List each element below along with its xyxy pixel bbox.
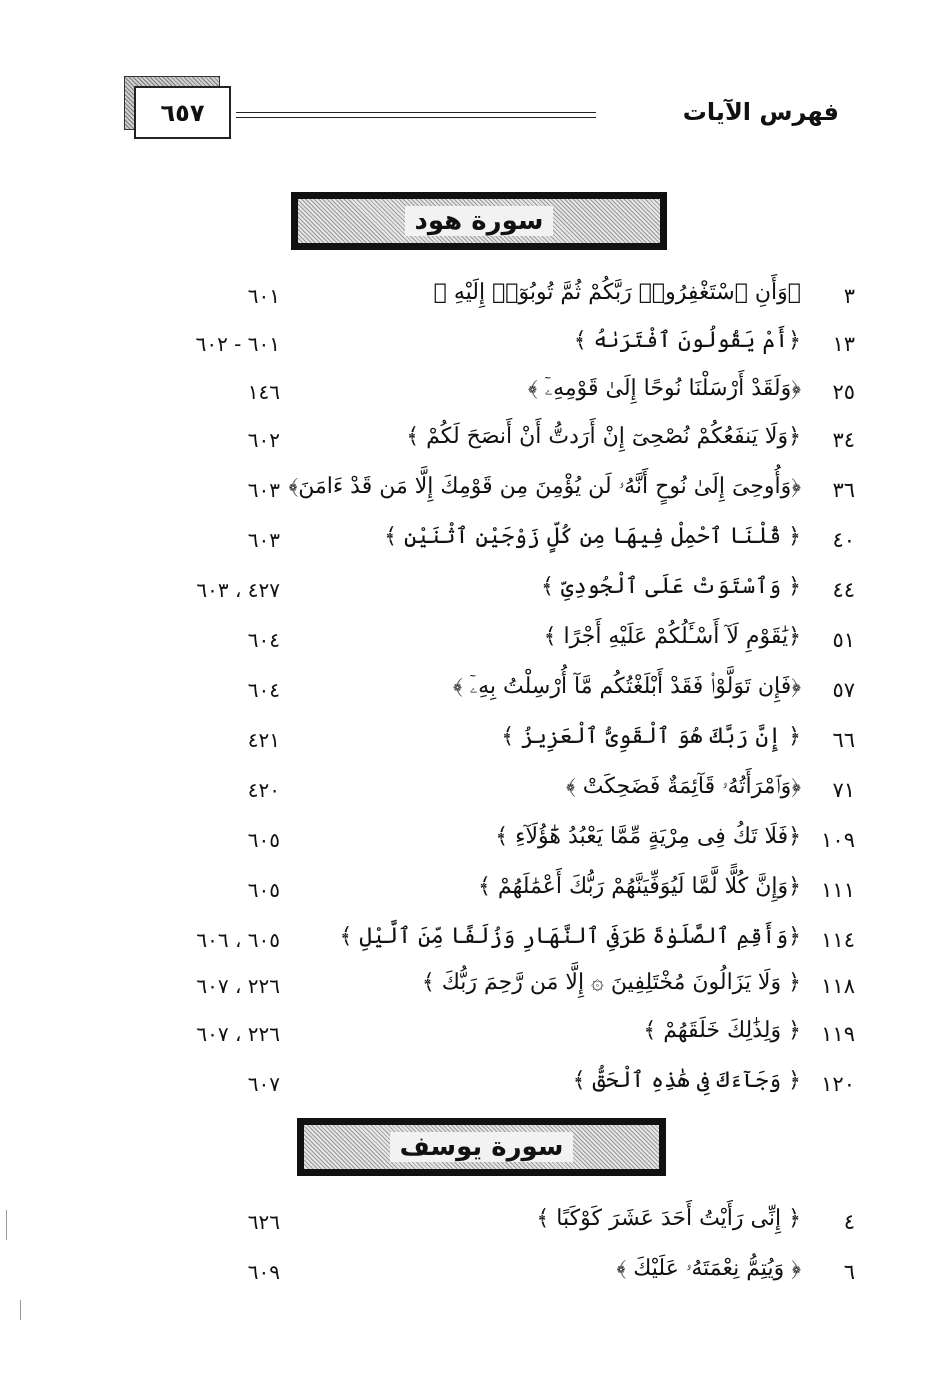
verse-text: ﴿ وَجَآءَكَ فِى هَٰذِهِ ٱلْحَقُّ ﴾	[572, 1068, 801, 1093]
verse-number: ٤٠	[832, 528, 855, 552]
page-references: ٦٠٩	[247, 1260, 280, 1284]
page-references: ٦٠٥	[247, 828, 280, 852]
index-entry	[0, 874, 951, 914]
index-entry	[0, 424, 951, 464]
page-references: ٦٠٧	[247, 1072, 280, 1096]
verse-number: ٦٦	[832, 728, 855, 752]
index-entry	[0, 376, 951, 416]
index-entry	[0, 474, 951, 514]
verse-number: ١٢٠	[821, 1072, 855, 1096]
page-references: ٦٠٥	[247, 878, 280, 902]
verse-number: ١١١	[821, 878, 855, 902]
page-references: ٦٠١ - ٦٠٢	[195, 332, 280, 356]
page-references: ٦٠٤	[247, 628, 280, 652]
verse-text: ﴿وَأُوحِىَ إِلَىٰ نُوحٍ أَنَّهُۥ لَن يُؤْمِنَ مِن قَوْمِكَ إِلَّا مَن قَدْ ءَامَنَ﴾	[288, 474, 801, 499]
scan-margin-mark	[20, 1300, 21, 1320]
surah-title: سورة يوسف	[390, 1132, 574, 1162]
page-references: ٤٢٠	[247, 778, 280, 802]
verse-text: ﴿ قُلْنَا ٱحْمِلْ فِيهَا مِن كُلٍّ زَوْجَيْنِ ٱثْنَيْنِ ﴾	[384, 524, 801, 549]
verse-number: ٤٤	[832, 578, 855, 602]
index-entry	[0, 724, 951, 764]
verse-text: ﴿ إِنِّى رَأَيْتُ أَحَدَ عَشَرَ كَوْكَبًا ﴾	[536, 1206, 801, 1231]
page-references: ٦٠٣	[247, 478, 280, 502]
verse-number: ٥١	[832, 628, 855, 652]
index-entry	[0, 824, 951, 864]
verse-text: ﴿ وَلَا يَزَالُونَ مُخْتَلِفِينَ ۞ إِلَّا مَن رَّحِمَ رَبُّكَ ﴾	[421, 970, 801, 995]
verse-number: ١١٩	[821, 1022, 855, 1046]
index-entry	[0, 524, 951, 564]
verse-number: ١١٨	[821, 974, 855, 998]
page-references: ٦٠١	[247, 284, 280, 308]
verse-number: ٦	[843, 1260, 855, 1284]
page-references: ٤٢١	[247, 728, 280, 752]
index-entry	[0, 1018, 951, 1058]
page-references: ٦٠٣	[247, 528, 280, 552]
verse-text: ﴿ وَيُتِمُّ نِعْمَتَهُۥ عَلَيْكَ ﴾	[616, 1256, 801, 1281]
verse-text: ﴿وَلَا يَنفَعُكُمْ نُصْحِىٓ إِنْ أَرَدتُّ أَنْ أَنصَحَ لَكُمْ ﴾	[406, 424, 801, 449]
surah-banner-yusuf	[297, 1118, 666, 1176]
verse-text: ﴿فَإِن تَوَلَّوْا۟ فَقَدْ أَبْلَغْتُكُم مَّآ أُرْسِلْتُ بِهِۦٓ ﴾	[453, 674, 801, 699]
verse-text: ﴿ وَلِذَٰلِكَ خَلَقَهُمْ ﴾	[643, 1018, 801, 1043]
index-entry	[0, 1256, 951, 1296]
page-number: ٦٥٧	[134, 86, 231, 139]
index-entry	[0, 674, 951, 714]
verse-text: ﴿وَٱمْرَأَتُهُۥ قَآئِمَةٌ فَضَحِكَتْ ﴾	[566, 774, 801, 799]
verse-text: ﴿أَمْ يَقُولُونَ ٱفْتَرَىٰهُ ﴾	[573, 328, 801, 353]
verse-text: ﴿ وَٱسْتَوَتْ عَلَى ٱلْجُودِىِّ ﴾	[540, 574, 801, 599]
index-entry	[0, 1206, 951, 1246]
verse-number: ٣٤	[832, 428, 855, 452]
index-entry	[0, 574, 951, 614]
verse-text: ﴿وَإِنَّ كُلًّا لَّمَّا لَيُوَفِّيَنَّهُمْ رَبُّكَ أَعْمَٰلَهُمْ ﴾	[478, 874, 801, 899]
header-rule	[236, 112, 596, 118]
page-references: ٦٠٤	[247, 678, 280, 702]
surah-banner-hud	[291, 192, 667, 250]
page-references: ٦٢٦	[247, 1210, 280, 1234]
index-entry	[0, 774, 951, 814]
verse-number: ٣	[843, 284, 855, 308]
verse-number: ٤	[843, 1210, 855, 1234]
verse-number: ٢٥	[832, 380, 855, 404]
surah-title: سورة هود	[405, 206, 554, 236]
page-number-box	[124, 76, 231, 139]
page-references: ٦٠٢	[247, 428, 280, 452]
index-entry	[0, 1068, 951, 1108]
index-entry	[0, 970, 951, 1010]
verse-number: ٧١	[832, 778, 855, 802]
verse-text: ﴿ إِنَّ رَبَّكَ هُوَ ٱلْقَوِىُّ ٱلْعَزِيزُ ﴾	[501, 724, 801, 749]
page-references: ٤٢٧ ، ٦٠٣	[196, 578, 280, 602]
running-title: فهرس الآيات	[682, 98, 839, 126]
page-references: ١٤٦	[247, 380, 280, 404]
verse-text: ﴿وَلَقَدْ أَرْسَلْنَا نُوحًا إِلَىٰ قَوْمِهِۦٓ ﴾	[527, 376, 801, 401]
verse-number: ١٠٩	[821, 828, 855, 852]
scan-margin-mark	[6, 1210, 7, 1240]
index-entry	[0, 280, 951, 320]
verse-text: ﴿وَأَقِمِ ٱلصَّلَوٰةَ طَرَفَىِ ٱلنَّهَارِ وَزُلَفًا مِّنَ ٱلَّيْلِ ﴾	[339, 924, 801, 949]
index-entry	[0, 328, 951, 368]
page-references: ٢٢٦ ، ٦٠٧	[196, 974, 280, 998]
page-references: ٢٢٦ ، ٦٠٧	[196, 1022, 280, 1046]
verse-number: ٥٧	[832, 678, 855, 702]
verse-number: ٣٦	[832, 478, 855, 502]
index-entry	[0, 624, 951, 664]
page-references: ٦٠٥ ، ٦٠٦	[196, 928, 280, 952]
verse-text: ﴿وَأَنِ ٱسْتَغْفِرُوا۟ رَبَّكُمْ ثُمَّ تُوبُوٓا۟ إِلَيْهِ ﴾	[433, 280, 801, 305]
verse-text: ﴿فَلَا تَكُ فِى مِرْيَةٍ مِّمَّا يَعْبُدُ هَٰٓؤُلَآءِ ﴾	[495, 824, 801, 849]
verse-text: ﴿يَٰقَوْمِ لَآ أَسْـَٔلُكُمْ عَلَيْهِ أَجْرًا ﴾	[543, 624, 801, 649]
verse-number: ١٣	[832, 332, 855, 356]
verse-number: ١١٤	[821, 928, 855, 952]
index-entry	[0, 924, 951, 964]
